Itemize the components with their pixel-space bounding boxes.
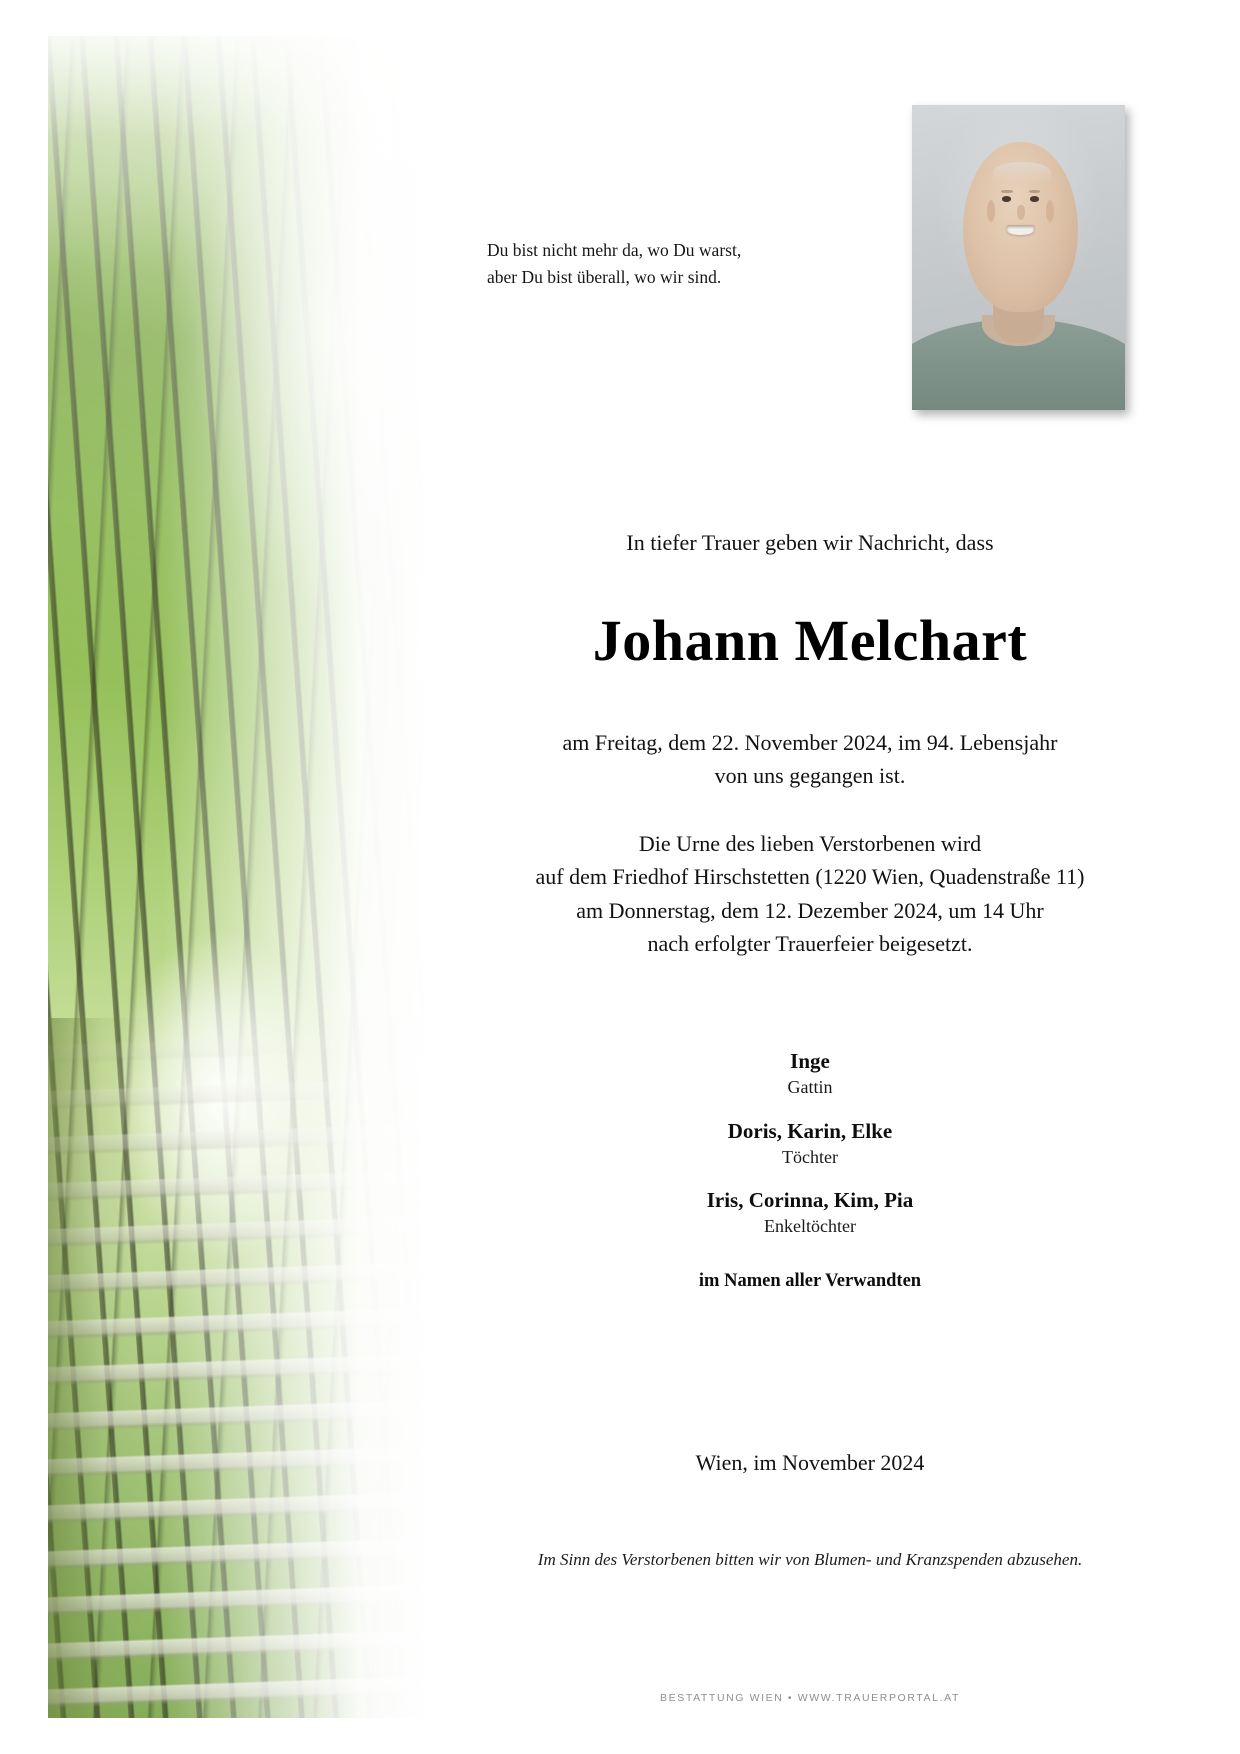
death-line-1: am Freitag, dem 22. November 2024, im 94. Lebensjahr [562,729,1058,755]
portrait-image [912,105,1125,410]
ceremony-line-4: nach erfolgter Trauerfeier beigesetzt. [647,930,973,956]
portrait-mouth [1007,225,1035,234]
forest-stairs-image [48,36,430,1718]
portrait-eye-left [1002,196,1011,201]
deceased-name: Johann Melchart [592,607,1028,673]
portrait-head [963,142,1078,313]
portrait-brow-left [1001,190,1013,193]
portrait-brow-right [1029,190,1041,193]
portrait-photo [912,105,1125,410]
memorial-quote [487,237,907,290]
image-white-fade-soft [48,36,430,1718]
flowers-note: Im Sinn des Verstorbenen bitten wir von Blumen- und Kranzspenden abzusehen. [537,1550,1083,1569]
portrait-nose [1017,205,1025,220]
family-relation: Gattin [787,1077,833,1098]
portrait-ear-right [1046,200,1054,222]
all-relatives-line: im Namen aller Verwandten [698,1270,922,1291]
family-names: Inge [790,1049,830,1073]
place-and-date: Wien, im November 2024 [695,1450,925,1475]
quote-line-1: Du bist nicht mehr da, wo Du warst, [487,240,742,260]
portrait-hairline [993,162,1051,182]
death-line-2: von uns gegangen ist. [714,763,906,789]
quote-line-2: aber Du bist überall, wo wir sind. [487,266,722,287]
family-relation: Töchter [782,1146,838,1167]
ceremony-line-1: Die Urne des lieben Verstorbenen wird [638,830,982,856]
family-relation: Enkeltöchter [764,1216,856,1237]
ceremony-details [430,827,1190,961]
death-details [430,726,1190,793]
portrait-ear-left [987,200,995,222]
ceremony-line-3: am Donnerstag, dem 12. Dezember 2024, um 14 Uhr [576,897,1044,923]
family-block [430,1048,1190,1292]
family-names: Iris, Corinna, Kim, Pia [706,1188,914,1213]
portrait-eye-right [1030,196,1039,201]
family-names: Doris, Karin, Elke [727,1118,893,1143]
announcement-block [430,528,1190,960]
footer-credit: BESTATTUNG WIEN • WWW.TRAUERPORTAL.AT [660,1692,960,1704]
announcement-intro: In tiefer Trauer geben wir Nachricht, dass [626,530,994,555]
ceremony-line-2: auf dem Friedhof Hirschstetten (1220 Wien, Quadenstraße 11) [535,864,1085,890]
